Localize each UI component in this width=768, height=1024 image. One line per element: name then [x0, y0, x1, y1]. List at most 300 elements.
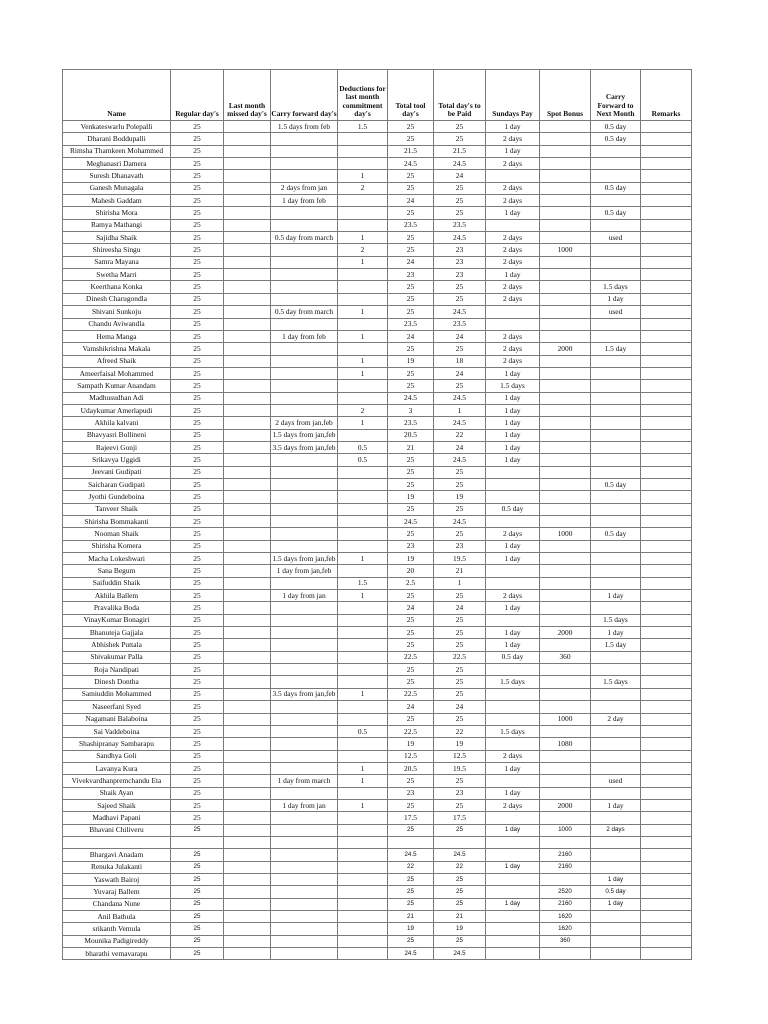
cell-spot-bonus[interactable] [540, 590, 591, 602]
cell-missed-days[interactable] [224, 775, 271, 787]
cell-regular-days[interactable]: 25 [171, 318, 224, 330]
cell-carry-forward[interactable] [271, 478, 338, 490]
cell-total-paid[interactable]: 22 [434, 725, 486, 737]
cell-spot-bonus[interactable] [540, 404, 591, 416]
cell-carry-next[interactable] [591, 923, 641, 935]
cell-sundays-pay[interactable] [486, 318, 540, 330]
cell-sundays-pay[interactable]: 1 day [486, 145, 540, 157]
cell-total-tool-days[interactable]: 25 [388, 676, 434, 688]
cell-carry-next[interactable] [591, 392, 641, 404]
cell-regular-days[interactable]: 25 [171, 873, 224, 885]
cell-carry-forward[interactable]: 1 day from feb [271, 195, 338, 207]
cell-missed-days[interactable] [224, 195, 271, 207]
cell-carry-next[interactable] [591, 318, 641, 330]
cell-deductions[interactable] [338, 836, 388, 848]
cell-deductions[interactable] [338, 145, 388, 157]
cell-deductions[interactable]: 1.5 [338, 577, 388, 589]
cell-carry-next[interactable] [591, 836, 641, 848]
cell-carry-forward[interactable] [271, 935, 338, 947]
cell-carry-next[interactable]: 0.5 day [591, 133, 641, 145]
cell-carry-forward[interactable] [271, 466, 338, 478]
cell-total-paid[interactable]: 23 [434, 269, 486, 281]
cell-carry-next[interactable]: 1 day [591, 293, 641, 305]
cell-name[interactable]: Anil Bathula [63, 911, 171, 923]
cell-regular-days[interactable]: 25 [171, 849, 224, 861]
cell-carry-next[interactable]: 1.5 day [591, 343, 641, 355]
cell-carry-forward[interactable] [271, 528, 338, 540]
cell-remarks[interactable] [641, 824, 692, 836]
cell-name[interactable]: Akhila kalvani [63, 417, 171, 429]
cell-total-tool-days[interactable]: 23 [388, 269, 434, 281]
cell-remarks[interactable] [641, 911, 692, 923]
cell-name[interactable]: Pravalika Boda [63, 602, 171, 614]
cell-sundays-pay[interactable]: 1 day [486, 627, 540, 639]
cell-total-tool-days[interactable]: 23.5 [388, 417, 434, 429]
cell-regular-days[interactable]: 25 [171, 133, 224, 145]
cell-regular-days[interactable]: 25 [171, 614, 224, 626]
cell-remarks[interactable] [641, 528, 692, 540]
cell-name[interactable]: Chandana Nune [63, 898, 171, 910]
cell-carry-forward[interactable]: 1 day from jan [271, 590, 338, 602]
cell-total-paid[interactable]: 25 [434, 293, 486, 305]
cell-name[interactable]: Shireesha Singu [63, 244, 171, 256]
cell-remarks[interactable] [641, 873, 692, 885]
cell-carry-forward[interactable] [271, 713, 338, 725]
cell-carry-forward[interactable] [271, 861, 338, 873]
cell-deductions[interactable]: 1 [338, 688, 388, 700]
cell-name[interactable]: Ameerfaisal Mohammed [63, 367, 171, 379]
cell-sundays-pay[interactable] [486, 948, 540, 960]
cell-spot-bonus[interactable] [540, 281, 591, 293]
cell-carry-next[interactable] [591, 404, 641, 416]
cell-deductions[interactable] [338, 639, 388, 651]
cell-regular-days[interactable]: 25 [171, 911, 224, 923]
cell-sundays-pay[interactable] [486, 911, 540, 923]
cell-total-tool-days[interactable]: 22.5 [388, 688, 434, 700]
cell-sundays-pay[interactable]: 1 day [486, 762, 540, 774]
cell-spot-bonus[interactable] [540, 688, 591, 700]
cell-carry-forward[interactable] [271, 219, 338, 231]
cell-sundays-pay[interactable] [486, 738, 540, 750]
cell-spot-bonus[interactable] [540, 775, 591, 787]
cell-total-paid[interactable]: 24.5 [434, 516, 486, 528]
cell-carry-forward[interactable] [271, 170, 338, 182]
cell-carry-next[interactable] [591, 540, 641, 552]
cell-deductions[interactable] [338, 873, 388, 885]
cell-regular-days[interactable] [171, 836, 224, 848]
cell-carry-forward[interactable]: 1 day from jan,feb [271, 565, 338, 577]
cell-carry-forward[interactable] [271, 627, 338, 639]
cell-missed-days[interactable] [224, 676, 271, 688]
cell-spot-bonus[interactable] [540, 873, 591, 885]
cell-carry-forward[interactable] [271, 145, 338, 157]
cell-missed-days[interactable] [224, 232, 271, 244]
cell-carry-forward[interactable] [271, 750, 338, 762]
cell-total-tool-days[interactable]: 20.5 [388, 429, 434, 441]
cell-name[interactable]: Shirisha Mora [63, 207, 171, 219]
cell-deductions[interactable] [338, 281, 388, 293]
cell-carry-forward[interactable] [271, 911, 338, 923]
cell-total-paid[interactable]: 25 [434, 343, 486, 355]
cell-deductions[interactable] [338, 898, 388, 910]
cell-spot-bonus[interactable]: 2160 [540, 898, 591, 910]
cell-deductions[interactable] [338, 923, 388, 935]
cell-carry-next[interactable]: used [591, 306, 641, 318]
cell-sundays-pay[interactable] [486, 516, 540, 528]
cell-carry-forward[interactable]: 3.5 days from jan,feb [271, 441, 338, 453]
cell-carry-next[interactable] [591, 195, 641, 207]
cell-name[interactable]: Madhavi Papani [63, 812, 171, 824]
cell-missed-days[interactable] [224, 614, 271, 626]
cell-missed-days[interactable] [224, 935, 271, 947]
cell-sundays-pay[interactable]: 1 day [486, 898, 540, 910]
cell-total-tool-days[interactable]: 24 [388, 602, 434, 614]
cell-total-tool-days[interactable]: 25 [388, 133, 434, 145]
cell-regular-days[interactable]: 25 [171, 861, 224, 873]
cell-sundays-pay[interactable] [486, 935, 540, 947]
cell-name[interactable]: Shirisha Komera [63, 540, 171, 552]
cell-total-paid[interactable]: 23.5 [434, 318, 486, 330]
cell-spot-bonus[interactable] [540, 367, 591, 379]
cell-total-tool-days[interactable]: 25 [388, 799, 434, 811]
cell-total-paid[interactable]: 24.5 [434, 392, 486, 404]
cell-regular-days[interactable]: 25 [171, 306, 224, 318]
cell-spot-bonus[interactable] [540, 380, 591, 392]
cell-total-tool-days[interactable]: 24.5 [388, 516, 434, 528]
cell-total-tool-days[interactable]: 23.5 [388, 318, 434, 330]
cell-total-tool-days[interactable]: 25 [388, 454, 434, 466]
cell-remarks[interactable] [641, 898, 692, 910]
cell-sundays-pay[interactable]: 1 day [486, 367, 540, 379]
cell-regular-days[interactable]: 25 [171, 935, 224, 947]
cell-carry-forward[interactable] [271, 664, 338, 676]
cell-total-tool-days[interactable]: 25 [388, 664, 434, 676]
cell-deductions[interactable] [338, 158, 388, 170]
cell-remarks[interactable] [641, 145, 692, 157]
cell-regular-days[interactable]: 25 [171, 799, 224, 811]
cell-sundays-pay[interactable]: 0.5 day [486, 503, 540, 515]
cell-deductions[interactable]: 1 [338, 367, 388, 379]
cell-sundays-pay[interactable]: 2 days [486, 343, 540, 355]
cell-carry-forward[interactable]: 1.5 days from jan,feb [271, 553, 338, 565]
cell-spot-bonus[interactable] [540, 417, 591, 429]
cell-name[interactable]: Swetha Marri [63, 269, 171, 281]
cell-regular-days[interactable]: 25 [171, 355, 224, 367]
cell-regular-days[interactable]: 25 [171, 232, 224, 244]
cell-deductions[interactable]: 1 [338, 417, 388, 429]
cell-name[interactable]: Macha Lokeshwari [63, 553, 171, 565]
cell-sundays-pay[interactable] [486, 688, 540, 700]
cell-total-paid[interactable]: 24 [434, 367, 486, 379]
cell-missed-days[interactable] [224, 380, 271, 392]
cell-total-tool-days[interactable]: 25 [388, 590, 434, 602]
cell-spot-bonus[interactable] [540, 182, 591, 194]
cell-remarks[interactable] [641, 232, 692, 244]
cell-regular-days[interactable]: 25 [171, 429, 224, 441]
cell-carry-forward[interactable] [271, 491, 338, 503]
cell-name[interactable]: bharathi vemavarapu [63, 948, 171, 960]
cell-spot-bonus[interactable] [540, 948, 591, 960]
cell-name[interactable]: Saicharan Gudipati [63, 478, 171, 490]
cell-remarks[interactable] [641, 417, 692, 429]
cell-missed-days[interactable] [224, 306, 271, 318]
cell-total-tool-days[interactable]: 24.5 [388, 849, 434, 861]
cell-sundays-pay[interactable]: 2 days [486, 799, 540, 811]
cell-sundays-pay[interactable]: 1 day [486, 269, 540, 281]
cell-total-paid[interactable]: 25 [434, 935, 486, 947]
cell-total-tool-days[interactable]: 25 [388, 898, 434, 910]
cell-regular-days[interactable]: 25 [171, 824, 224, 836]
cell-carry-forward[interactable] [271, 651, 338, 663]
cell-remarks[interactable] [641, 886, 692, 898]
cell-missed-days[interactable] [224, 836, 271, 848]
cell-deductions[interactable]: 1 [338, 762, 388, 774]
cell-name[interactable]: Sajidha Shaik [63, 232, 171, 244]
cell-name[interactable]: Renuka Julakanti [63, 861, 171, 873]
cell-regular-days[interactable]: 25 [171, 787, 224, 799]
cell-regular-days[interactable]: 25 [171, 676, 224, 688]
cell-deductions[interactable] [338, 540, 388, 552]
cell-remarks[interactable] [641, 639, 692, 651]
cell-remarks[interactable] [641, 491, 692, 503]
cell-deductions[interactable]: 1 [338, 330, 388, 342]
cell-carry-forward[interactable]: 2 days from jan [271, 182, 338, 194]
cell-total-tool-days[interactable]: 24.5 [388, 392, 434, 404]
cell-total-paid[interactable]: 21.5 [434, 145, 486, 157]
cell-spot-bonus[interactable] [540, 602, 591, 614]
cell-spot-bonus[interactable]: 1080 [540, 738, 591, 750]
cell-sundays-pay[interactable] [486, 923, 540, 935]
cell-name[interactable]: Chandu Aviwandla [63, 318, 171, 330]
cell-carry-forward[interactable]: 0.5 day from march [271, 306, 338, 318]
cell-name[interactable]: Sandhya Goli [63, 750, 171, 762]
cell-carry-forward[interactable]: 3.5 days from jan,feb [271, 688, 338, 700]
cell-deductions[interactable] [338, 627, 388, 639]
cell-total-paid[interactable] [434, 836, 486, 848]
cell-deductions[interactable] [338, 812, 388, 824]
cell-missed-days[interactable] [224, 787, 271, 799]
cell-carry-next[interactable] [591, 738, 641, 750]
cell-total-tool-days[interactable]: 25 [388, 935, 434, 947]
cell-regular-days[interactable]: 25 [171, 281, 224, 293]
cell-carry-next[interactable] [591, 565, 641, 577]
cell-sundays-pay[interactable] [486, 170, 540, 182]
cell-missed-days[interactable] [224, 824, 271, 836]
cell-total-tool-days[interactable]: 22 [388, 861, 434, 873]
cell-total-tool-days[interactable]: 25 [388, 380, 434, 392]
cell-sundays-pay[interactable]: 1 day [486, 441, 540, 453]
cell-deductions[interactable]: 1 [338, 590, 388, 602]
cell-regular-days[interactable]: 25 [171, 170, 224, 182]
cell-total-paid[interactable]: 19.5 [434, 553, 486, 565]
cell-total-tool-days[interactable]: 19 [388, 923, 434, 935]
cell-carry-forward[interactable] [271, 849, 338, 861]
cell-spot-bonus[interactable] [540, 145, 591, 157]
cell-missed-days[interactable] [224, 861, 271, 873]
header-remarks[interactable]: Remarks [641, 70, 692, 121]
cell-carry-forward[interactable] [271, 639, 338, 651]
cell-deductions[interactable]: 1 [338, 256, 388, 268]
cell-total-tool-days[interactable]: 25 [388, 244, 434, 256]
cell-total-paid[interactable]: 22 [434, 429, 486, 441]
cell-deductions[interactable] [338, 478, 388, 490]
cell-total-paid[interactable]: 18 [434, 355, 486, 367]
cell-carry-next[interactable] [591, 503, 641, 515]
cell-remarks[interactable] [641, 306, 692, 318]
cell-missed-days[interactable] [224, 898, 271, 910]
cell-name[interactable]: Roja Nandipati [63, 664, 171, 676]
cell-name[interactable]: Dinesh Charugondla [63, 293, 171, 305]
cell-carry-forward[interactable] [271, 824, 338, 836]
cell-deductions[interactable] [338, 849, 388, 861]
cell-total-paid[interactable]: 25 [434, 195, 486, 207]
cell-missed-days[interactable] [224, 639, 271, 651]
cell-carry-next[interactable]: 0.5 day [591, 207, 641, 219]
cell-carry-next[interactable] [591, 861, 641, 873]
cell-total-paid[interactable]: 12.5 [434, 750, 486, 762]
cell-carry-next[interactable] [591, 553, 641, 565]
cell-name[interactable]: Shashipranay Sambarapu [63, 738, 171, 750]
cell-remarks[interactable] [641, 207, 692, 219]
cell-spot-bonus[interactable] [540, 676, 591, 688]
cell-remarks[interactable] [641, 627, 692, 639]
cell-remarks[interactable] [641, 244, 692, 256]
cell-total-paid[interactable]: 22 [434, 861, 486, 873]
cell-name[interactable]: Suresh Dhanavath [63, 170, 171, 182]
cell-carry-forward[interactable] [271, 454, 338, 466]
cell-name[interactable]: Venkateswarlu Polepalli [63, 121, 171, 133]
cell-remarks[interactable] [641, 849, 692, 861]
cell-regular-days[interactable]: 25 [171, 775, 224, 787]
cell-deductions[interactable] [338, 219, 388, 231]
cell-total-paid[interactable]: 25 [434, 898, 486, 910]
cell-total-paid[interactable]: 24.5 [434, 948, 486, 960]
cell-regular-days[interactable]: 25 [171, 516, 224, 528]
cell-regular-days[interactable]: 25 [171, 491, 224, 503]
cell-remarks[interactable] [641, 367, 692, 379]
cell-spot-bonus[interactable] [540, 639, 591, 651]
cell-total-paid[interactable]: 25 [434, 664, 486, 676]
cell-missed-days[interactable] [224, 849, 271, 861]
cell-deductions[interactable] [338, 207, 388, 219]
cell-total-tool-days[interactable]: 2.5 [388, 577, 434, 589]
cell-missed-days[interactable] [224, 762, 271, 774]
cell-name[interactable]: Udaykumar Amerlapudi [63, 404, 171, 416]
cell-missed-days[interactable] [224, 701, 271, 713]
cell-total-tool-days[interactable]: 22.5 [388, 651, 434, 663]
cell-sundays-pay[interactable] [486, 478, 540, 490]
cell-spot-bonus[interactable] [540, 516, 591, 528]
cell-deductions[interactable] [338, 750, 388, 762]
cell-deductions[interactable] [338, 528, 388, 540]
cell-carry-next[interactable]: 0.5 day [591, 182, 641, 194]
cell-deductions[interactable]: 2 [338, 182, 388, 194]
cell-name[interactable]: Shirisha Bommakanti [63, 516, 171, 528]
cell-remarks[interactable] [641, 923, 692, 935]
cell-carry-next[interactable] [591, 701, 641, 713]
cell-carry-forward[interactable] [271, 503, 338, 515]
cell-spot-bonus[interactable] [540, 812, 591, 824]
cell-carry-forward[interactable] [271, 343, 338, 355]
cell-carry-next[interactable] [591, 145, 641, 157]
cell-carry-next[interactable] [591, 725, 641, 737]
cell-name[interactable]: Shivakumar Palla [63, 651, 171, 663]
cell-total-tool-days[interactable]: 25 [388, 207, 434, 219]
cell-missed-days[interactable] [224, 664, 271, 676]
cell-total-paid[interactable]: 25 [434, 799, 486, 811]
cell-total-tool-days[interactable]: 25 [388, 639, 434, 651]
cell-remarks[interactable] [641, 775, 692, 787]
cell-total-tool-days[interactable]: 25 [388, 824, 434, 836]
cell-sundays-pay[interactable] [486, 812, 540, 824]
cell-spot-bonus[interactable] [540, 540, 591, 552]
cell-sundays-pay[interactable]: 1 day [486, 602, 540, 614]
cell-spot-bonus[interactable] [540, 491, 591, 503]
cell-sundays-pay[interactable]: 2 days [486, 293, 540, 305]
cell-spot-bonus[interactable] [540, 565, 591, 577]
cell-deductions[interactable]: 1 [338, 775, 388, 787]
cell-sundays-pay[interactable]: 2 days [486, 232, 540, 244]
cell-sundays-pay[interactable] [486, 219, 540, 231]
cell-deductions[interactable] [338, 738, 388, 750]
cell-remarks[interactable] [641, 762, 692, 774]
cell-remarks[interactable] [641, 404, 692, 416]
cell-carry-forward[interactable] [271, 787, 338, 799]
cell-total-paid[interactable]: 25 [434, 281, 486, 293]
cell-missed-days[interactable] [224, 528, 271, 540]
cell-total-paid[interactable]: 25 [434, 688, 486, 700]
cell-deductions[interactable] [338, 664, 388, 676]
cell-carry-forward[interactable]: 0.5 day from march [271, 232, 338, 244]
cell-missed-days[interactable] [224, 491, 271, 503]
cell-carry-forward[interactable] [271, 614, 338, 626]
cell-missed-days[interactable] [224, 503, 271, 515]
cell-regular-days[interactable]: 25 [171, 466, 224, 478]
cell-total-paid[interactable]: 19 [434, 491, 486, 503]
cell-regular-days[interactable]: 25 [171, 182, 224, 194]
cell-carry-next[interactable]: 1.5 days [591, 281, 641, 293]
header-deductions[interactable]: Deductions for last month commitment day's [338, 70, 388, 121]
cell-missed-days[interactable] [224, 417, 271, 429]
cell-carry-forward[interactable] [271, 762, 338, 774]
cell-carry-next[interactable] [591, 812, 641, 824]
cell-sundays-pay[interactable]: 2 days [486, 330, 540, 342]
cell-remarks[interactable] [641, 380, 692, 392]
cell-missed-days[interactable] [224, 454, 271, 466]
cell-regular-days[interactable]: 25 [171, 219, 224, 231]
cell-carry-next[interactable] [591, 664, 641, 676]
cell-deductions[interactable]: 0.5 [338, 454, 388, 466]
header-total-days-paid[interactable]: Total day's to be Paid [434, 70, 486, 121]
cell-carry-forward[interactable] [271, 281, 338, 293]
cell-total-tool-days[interactable]: 25 [388, 306, 434, 318]
cell-remarks[interactable] [641, 553, 692, 565]
cell-carry-forward[interactable] [271, 812, 338, 824]
cell-missed-days[interactable] [224, 911, 271, 923]
cell-remarks[interactable] [641, 651, 692, 663]
cell-regular-days[interactable]: 25 [171, 701, 224, 713]
cell-regular-days[interactable]: 25 [171, 503, 224, 515]
cell-deductions[interactable] [338, 293, 388, 305]
cell-name[interactable]: Madhusudhan Adi [63, 392, 171, 404]
cell-carry-forward[interactable]: 1 day from feb [271, 330, 338, 342]
cell-total-paid[interactable]: 19 [434, 738, 486, 750]
cell-deductions[interactable] [338, 466, 388, 478]
cell-remarks[interactable] [641, 787, 692, 799]
cell-total-tool-days[interactable]: 25 [388, 232, 434, 244]
cell-total-paid[interactable]: 19.5 [434, 762, 486, 774]
cell-regular-days[interactable]: 25 [171, 540, 224, 552]
